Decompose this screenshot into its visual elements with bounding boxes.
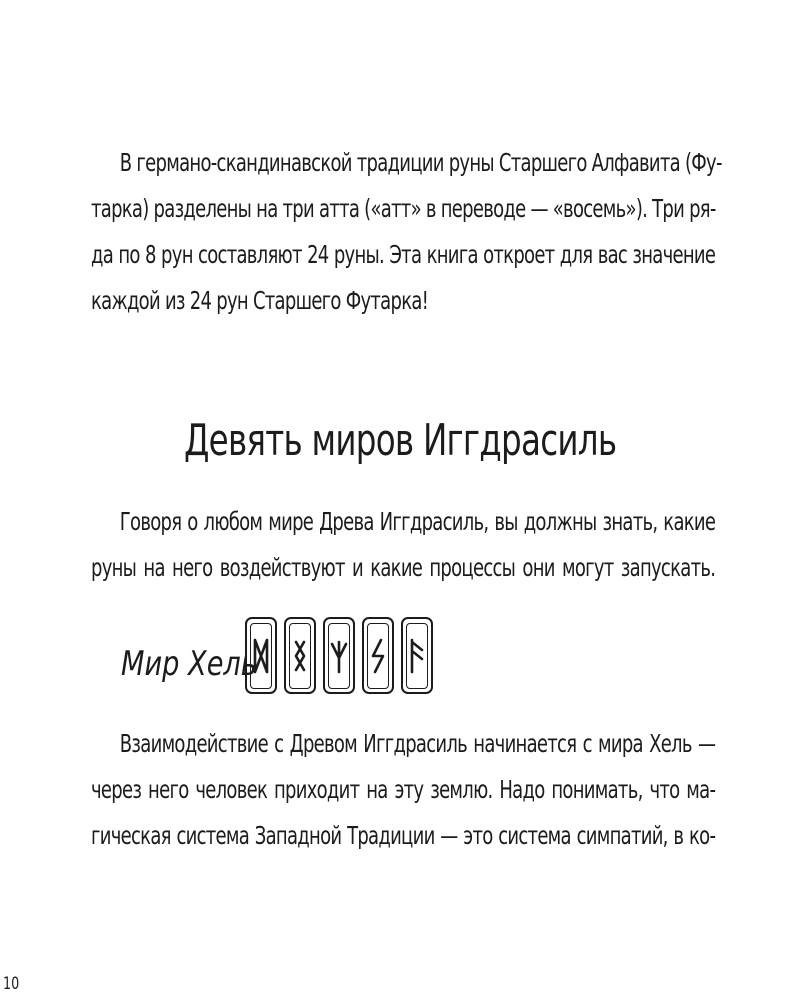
ansuz-rune-icon [401,617,433,694]
dagaz-rune-icon [245,617,277,694]
paragraph-line: Говоря о любом мире Древа Иггдрасиль, вы должны знать, какие [119,507,716,536]
paragraph-line: гическая система Западной Традиции — это система симпатий, в ко- [91,821,716,850]
sowilo-rune-icon [362,617,394,694]
paragraph-line: да по 8 рун составляют 24 руны. Эта книга откроет для вас значение [91,240,716,269]
paragraph-line: тарка) разделены на три атта («атт» в переводе — «восемь»). Три ря- [91,194,716,223]
body-paragraph [91,721,715,859]
section-heading: Девять миров Иггдрасиль [183,415,617,466]
algiz-rune-icon [323,617,355,694]
paragraph-line: руны на него воздействуют и какие процессы они могут запускать. [91,553,716,582]
world-label: Мир Хель [121,644,257,684]
paragraph-line: В германо-скандинавской традиции руны Старшего Алфавита (Фу- [119,148,722,177]
paragraph-line: каждой из 24 рун Старшего Футарка! [91,286,429,315]
paragraph-line: через него человек приходит на эту землю. Надо понимать, что ма- [91,775,716,804]
ingwaz-rune-icon [284,617,316,694]
intro-paragraph [91,140,722,324]
page-number: 10 [3,974,20,994]
section-paragraph [91,499,715,591]
rune-row [245,617,433,694]
paragraph-line: Взаимодействие с Древом Иггдрасиль начинается с мира Хель — [119,729,716,758]
